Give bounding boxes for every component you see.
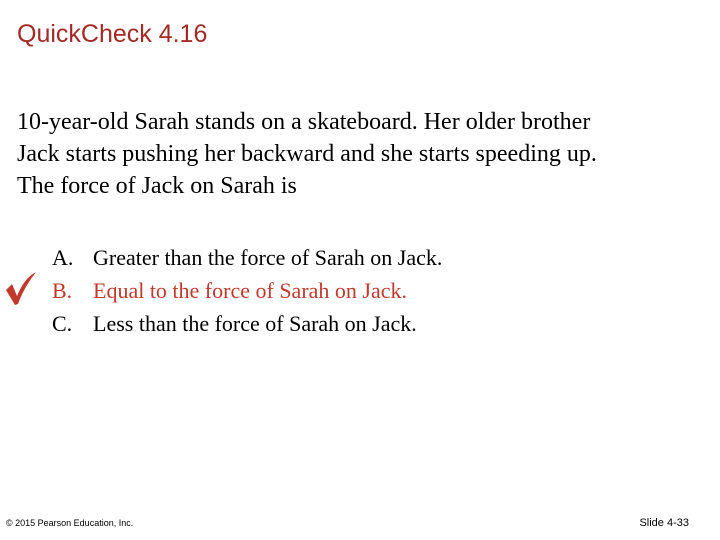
option-text: Equal to the force of Sarah on Jack. [93, 278, 407, 303]
option-b-correct [52, 274, 442, 307]
slide-number: Slide 4-33 [639, 517, 689, 529]
question-line: The force of Jack on Sarah is [17, 173, 297, 199]
option-text: Greater than the force of Sarah on Jack. [93, 245, 443, 270]
question-line: 10-year-old Sarah stands on a skateboard. Her older brother [17, 109, 591, 135]
option-letter: B. [52, 278, 73, 303]
option-letter: C. [52, 311, 73, 336]
option-a [52, 241, 442, 274]
option-letter: A. [52, 245, 74, 270]
option-text: Less than the force of Sarah on Jack. [93, 311, 417, 336]
question-text [17, 106, 707, 202]
option-c [52, 307, 442, 340]
answer-options [52, 241, 442, 340]
checkmark-icon [4, 270, 38, 306]
copyright-text: © 2015 Pearson Education, Inc. [6, 518, 134, 528]
question-line: Jack starts pushing her backward and she starts speeding up. [17, 141, 597, 167]
slide-title: QuickCheck 4.16 [17, 20, 208, 48]
